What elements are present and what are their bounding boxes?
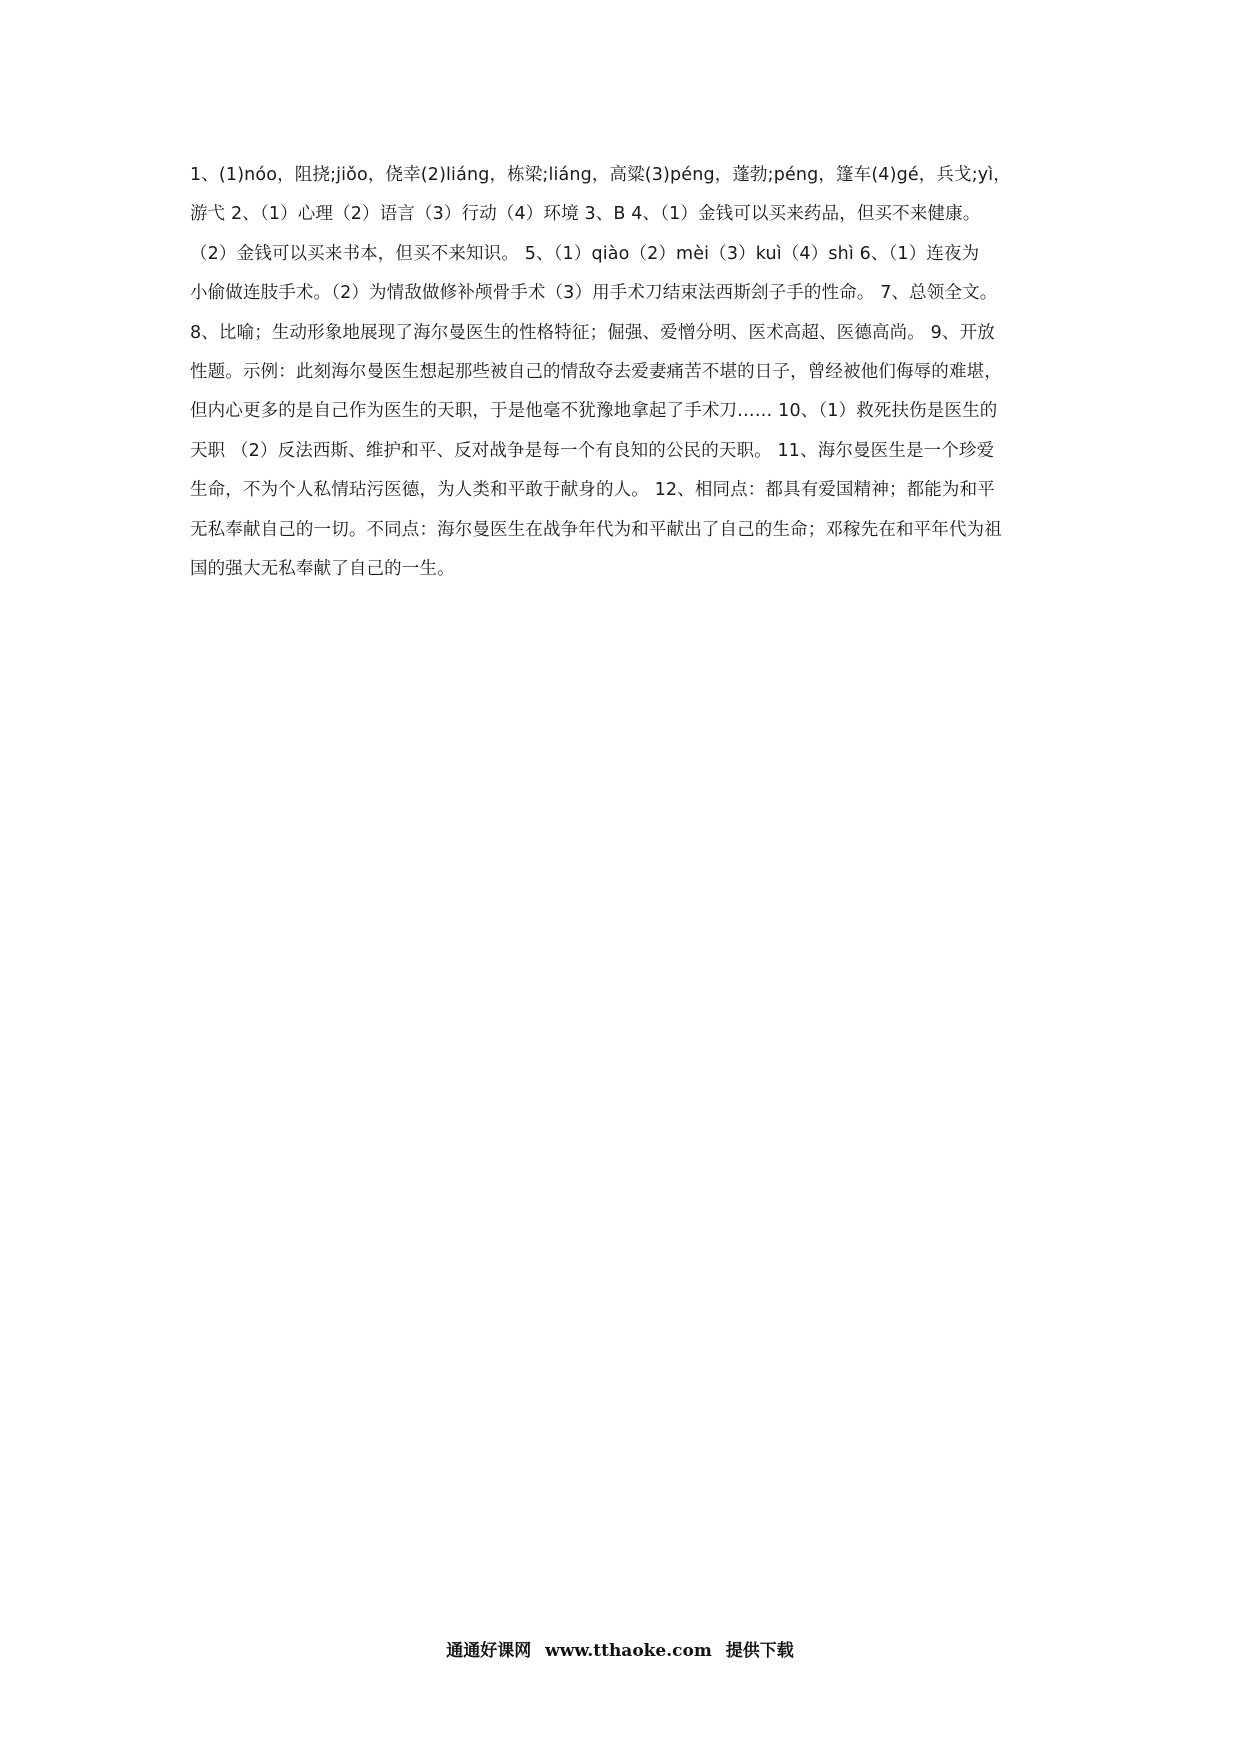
- text-line-4: 小偷做连肢手术。（2）为情敌做修补颅骨手术（3）用手术刀结束法西斯刽子手的性命。 7、总领全文。: [190, 283, 998, 304]
- text-line-7: 但内心更多的是自己作为医生的天职，于是他毫不犹豫地拿起了手术刀…… 10、（1）救死扶伤是医生的: [190, 401, 998, 422]
- text-line-1: 1、(1)nóo，阻挠;jiǒo，侥幸(2)liáng，栋梁;liáng，高粱(3)péng，蓬勃;péng，篷车(4)gé，兵戈;yì，: [190, 165, 1011, 185]
- footer-site-name: 通通好课网: [446, 1641, 532, 1661]
- text-line-3: （2）金钱可以买来书本，但买不来知识。 5、（1）qiào（2）mèi（3）kuì（4）shì 6、（1）连夜为: [190, 243, 980, 264]
- text-line-10: 无私奉献自己的一切。不同点：海尔曼医生在战争年代为和平献出了自己的生命；邓稼先在和平年代为祖: [190, 519, 1002, 540]
- text-line-9: 生命，不为个人私情玷污医德，为人类和平敢于献身的人。 12、相同点：都具有爱国精神；都能为和平: [190, 480, 995, 501]
- text-line-2: 游弋 2、（1）心理（2）语言（3）行动（4）环境 3、B 4、（1）金钱可以买来药品，但买不来健康。: [190, 204, 981, 225]
- text-line-5: 8、比喻；生动形象地展现了海尔曼医生的性格特征；倔强、爱憎分明、医术高超、医德高尚。 9、开放: [190, 322, 995, 343]
- footer-url-link[interactable]: www.tthaoke.com: [545, 1641, 712, 1661]
- page-footer: [0, 1636, 1240, 1661]
- answer-text: [190, 156, 1060, 589]
- text-line-11: 国的强大无私奉献了自己的一生。: [190, 558, 455, 579]
- text-line-6: 性题。示例：此刻海尔曼医生想起那些被自己的情敌夺去爱妻痛苦不堪的日子，曾经被他们侮辱的难堪，: [190, 361, 1002, 382]
- footer-action: 提供下载: [725, 1641, 794, 1661]
- text-line-8: 天职 （2）反法西斯、维护和平、反对战争是每一个有良知的公民的天职。 11、海尔曼医生是一个珍爱: [190, 440, 995, 461]
